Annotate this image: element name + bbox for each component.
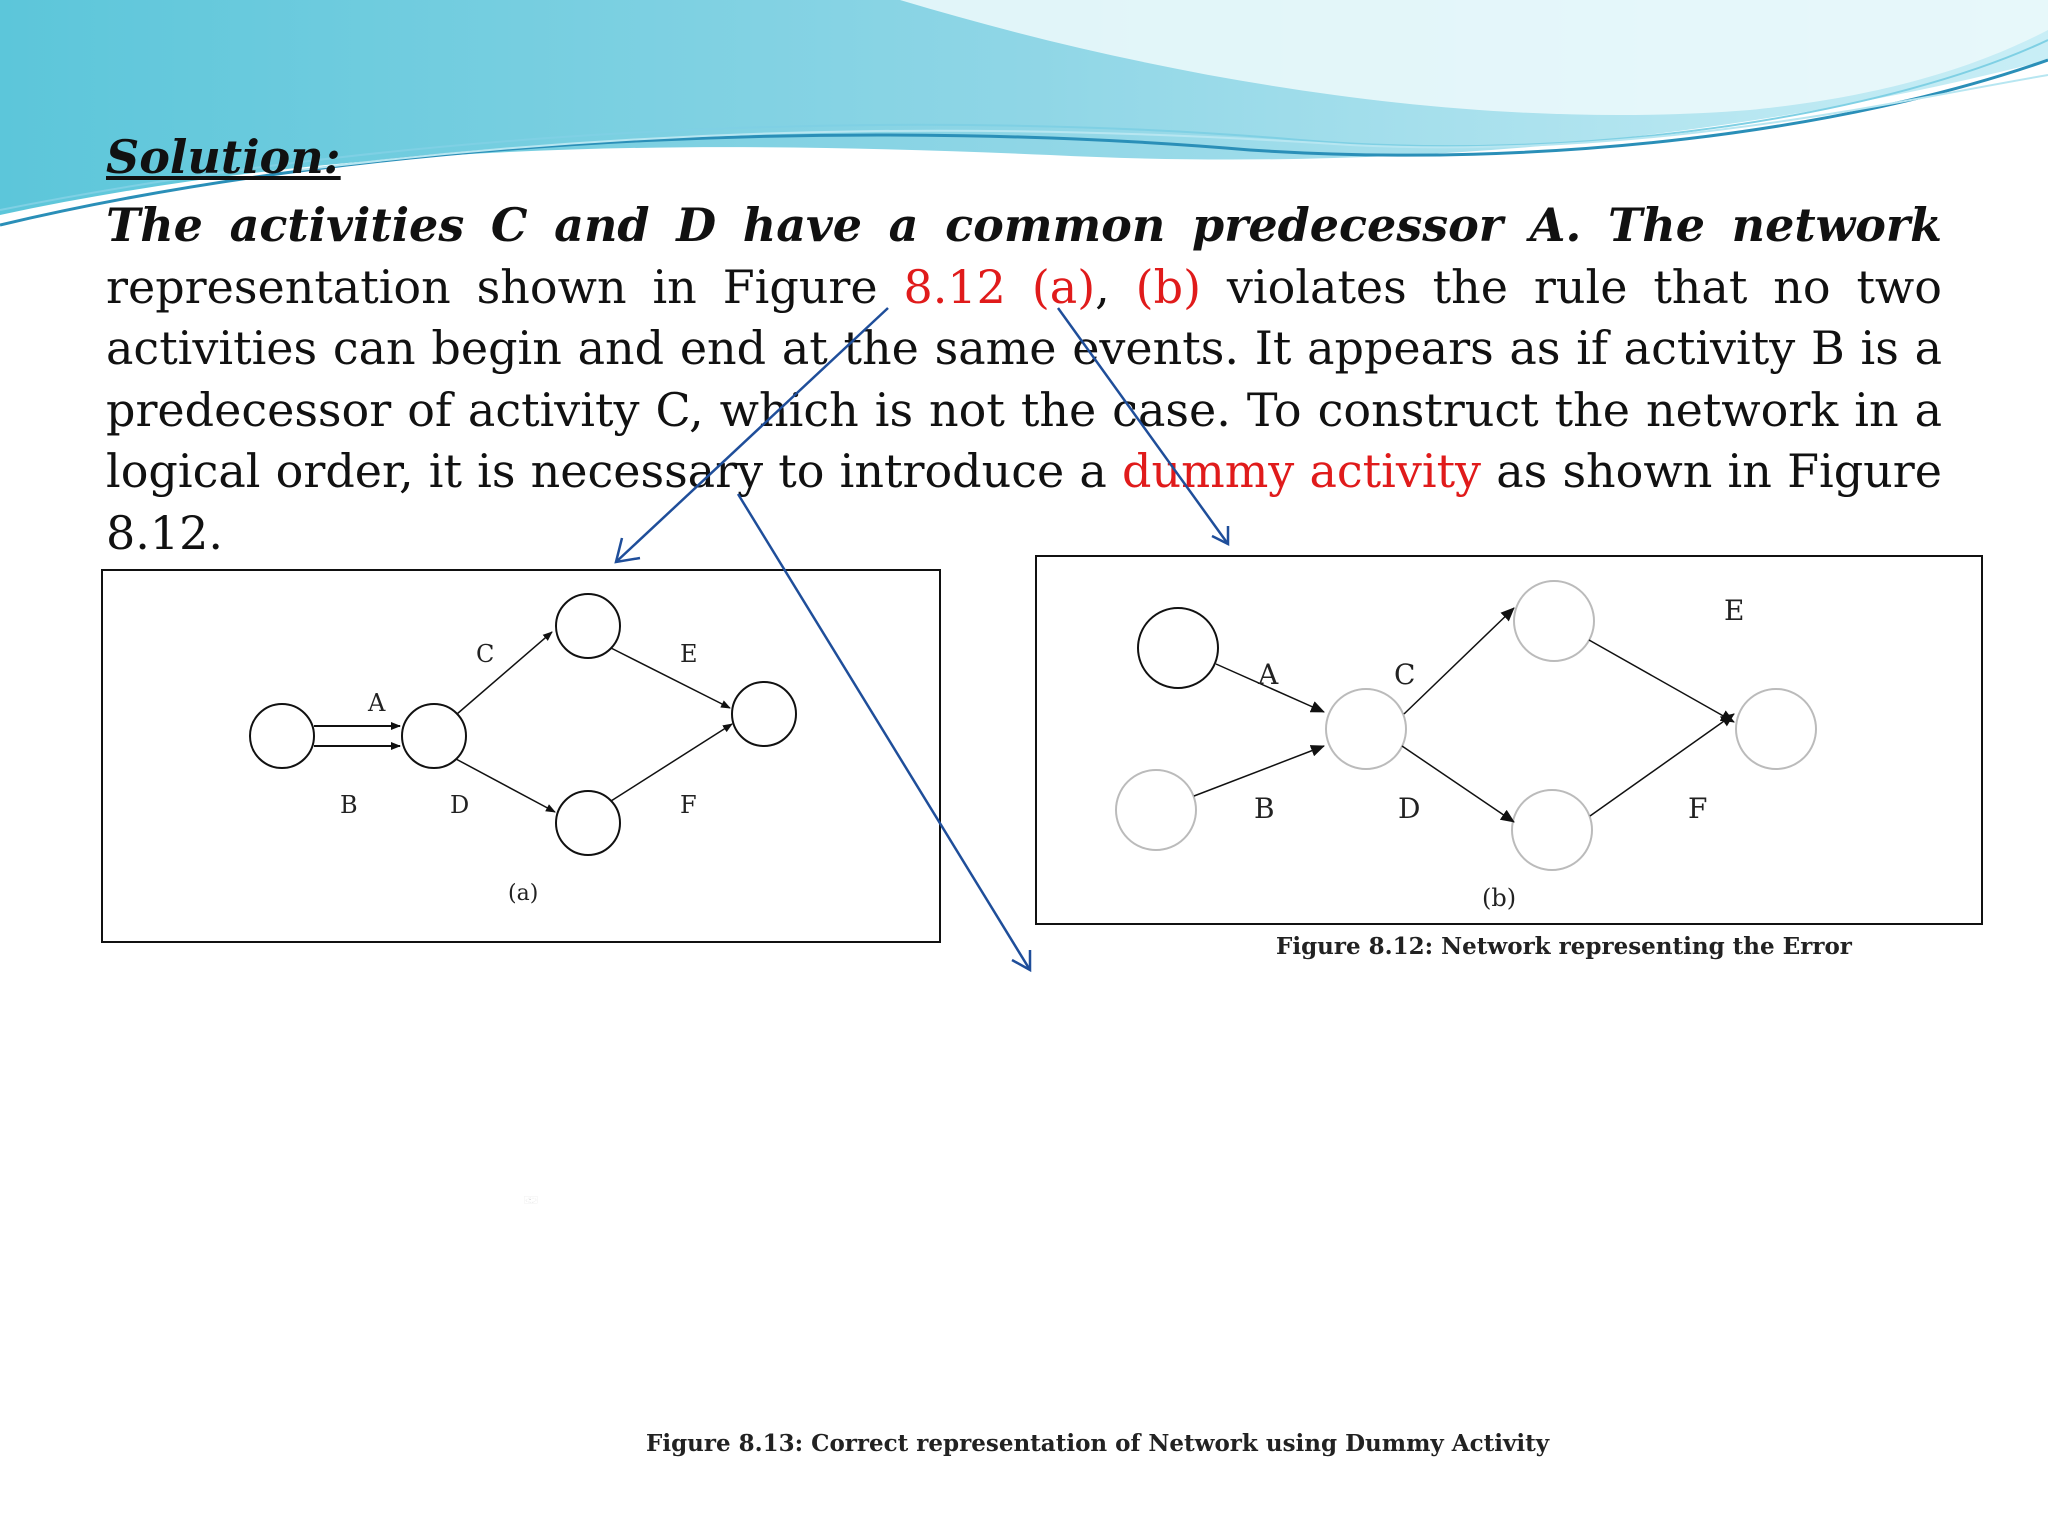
- label-f: F: [1688, 792, 1708, 825]
- label-b: B: [340, 791, 358, 819]
- paragraph-text-1: representation shown in Figure: [106, 259, 904, 314]
- figure-ref-a: 8.12 (a): [903, 259, 1096, 314]
- node-1: [526, 1200, 527, 1201]
- solution-heading: Solution:: [106, 130, 341, 184]
- node-4: [533, 1198, 534, 1199]
- node-2: [1116, 770, 1196, 850]
- label-c: C: [476, 640, 495, 668]
- node-3: [529, 1202, 530, 1203]
- label-d: D: [1398, 792, 1421, 825]
- label-c: C: [1394, 658, 1416, 691]
- figure-8-12-caption: Figure 8.12: Network representing the Error: [1276, 933, 1852, 960]
- paragraph-text-4: as shown in Figure 8.12.: [106, 444, 1942, 560]
- label-d: D: [450, 791, 470, 819]
- node-6: [1736, 689, 1816, 769]
- figure-8-13: [524, 976, 538, 1424]
- node-1: [1138, 608, 1218, 688]
- node-1: [250, 704, 314, 768]
- sublabel-a: (a): [508, 881, 539, 906]
- node-3: [556, 594, 620, 658]
- solution-paragraph: [106, 195, 1942, 564]
- node-2: [529, 1198, 530, 1199]
- figure-8-13-caption: Figure 8.13: Correct representation of Network using Dummy Activity: [646, 1430, 1550, 1457]
- sublabel-b: (b): [1482, 884, 1517, 912]
- label-a: A: [1258, 658, 1279, 691]
- node-5: [533, 1202, 534, 1203]
- paragraph-text-2: ,: [1095, 259, 1136, 314]
- node-5: [732, 682, 796, 746]
- label-e: E: [1724, 594, 1745, 627]
- figure-8-12-a: [100, 566, 946, 944]
- paragraph-text-3: violates the rule that no two activities can begin and end at the same events. It appears as if activity B is a predecessor of activity C, which is not the case. To construct the network in a logical order, it is necessary to introduce a: [106, 259, 1942, 498]
- figure-ref-b: (b): [1135, 259, 1202, 314]
- node-4: [1514, 581, 1594, 661]
- node-4: [556, 791, 620, 855]
- label-b: B: [1254, 792, 1275, 825]
- label-f: F: [680, 791, 697, 819]
- node-6: [535, 1200, 536, 1201]
- dummy-activity-term: dummy activity: [1122, 444, 1482, 498]
- node-3: [1326, 689, 1406, 769]
- figure-8-12-b: [1034, 554, 1986, 926]
- label-e: E: [680, 640, 698, 668]
- label-a: A: [368, 689, 386, 717]
- node-5: [1512, 790, 1592, 870]
- paragraph-lead: The activities C and D have a common predecessor A. The network: [106, 198, 1942, 252]
